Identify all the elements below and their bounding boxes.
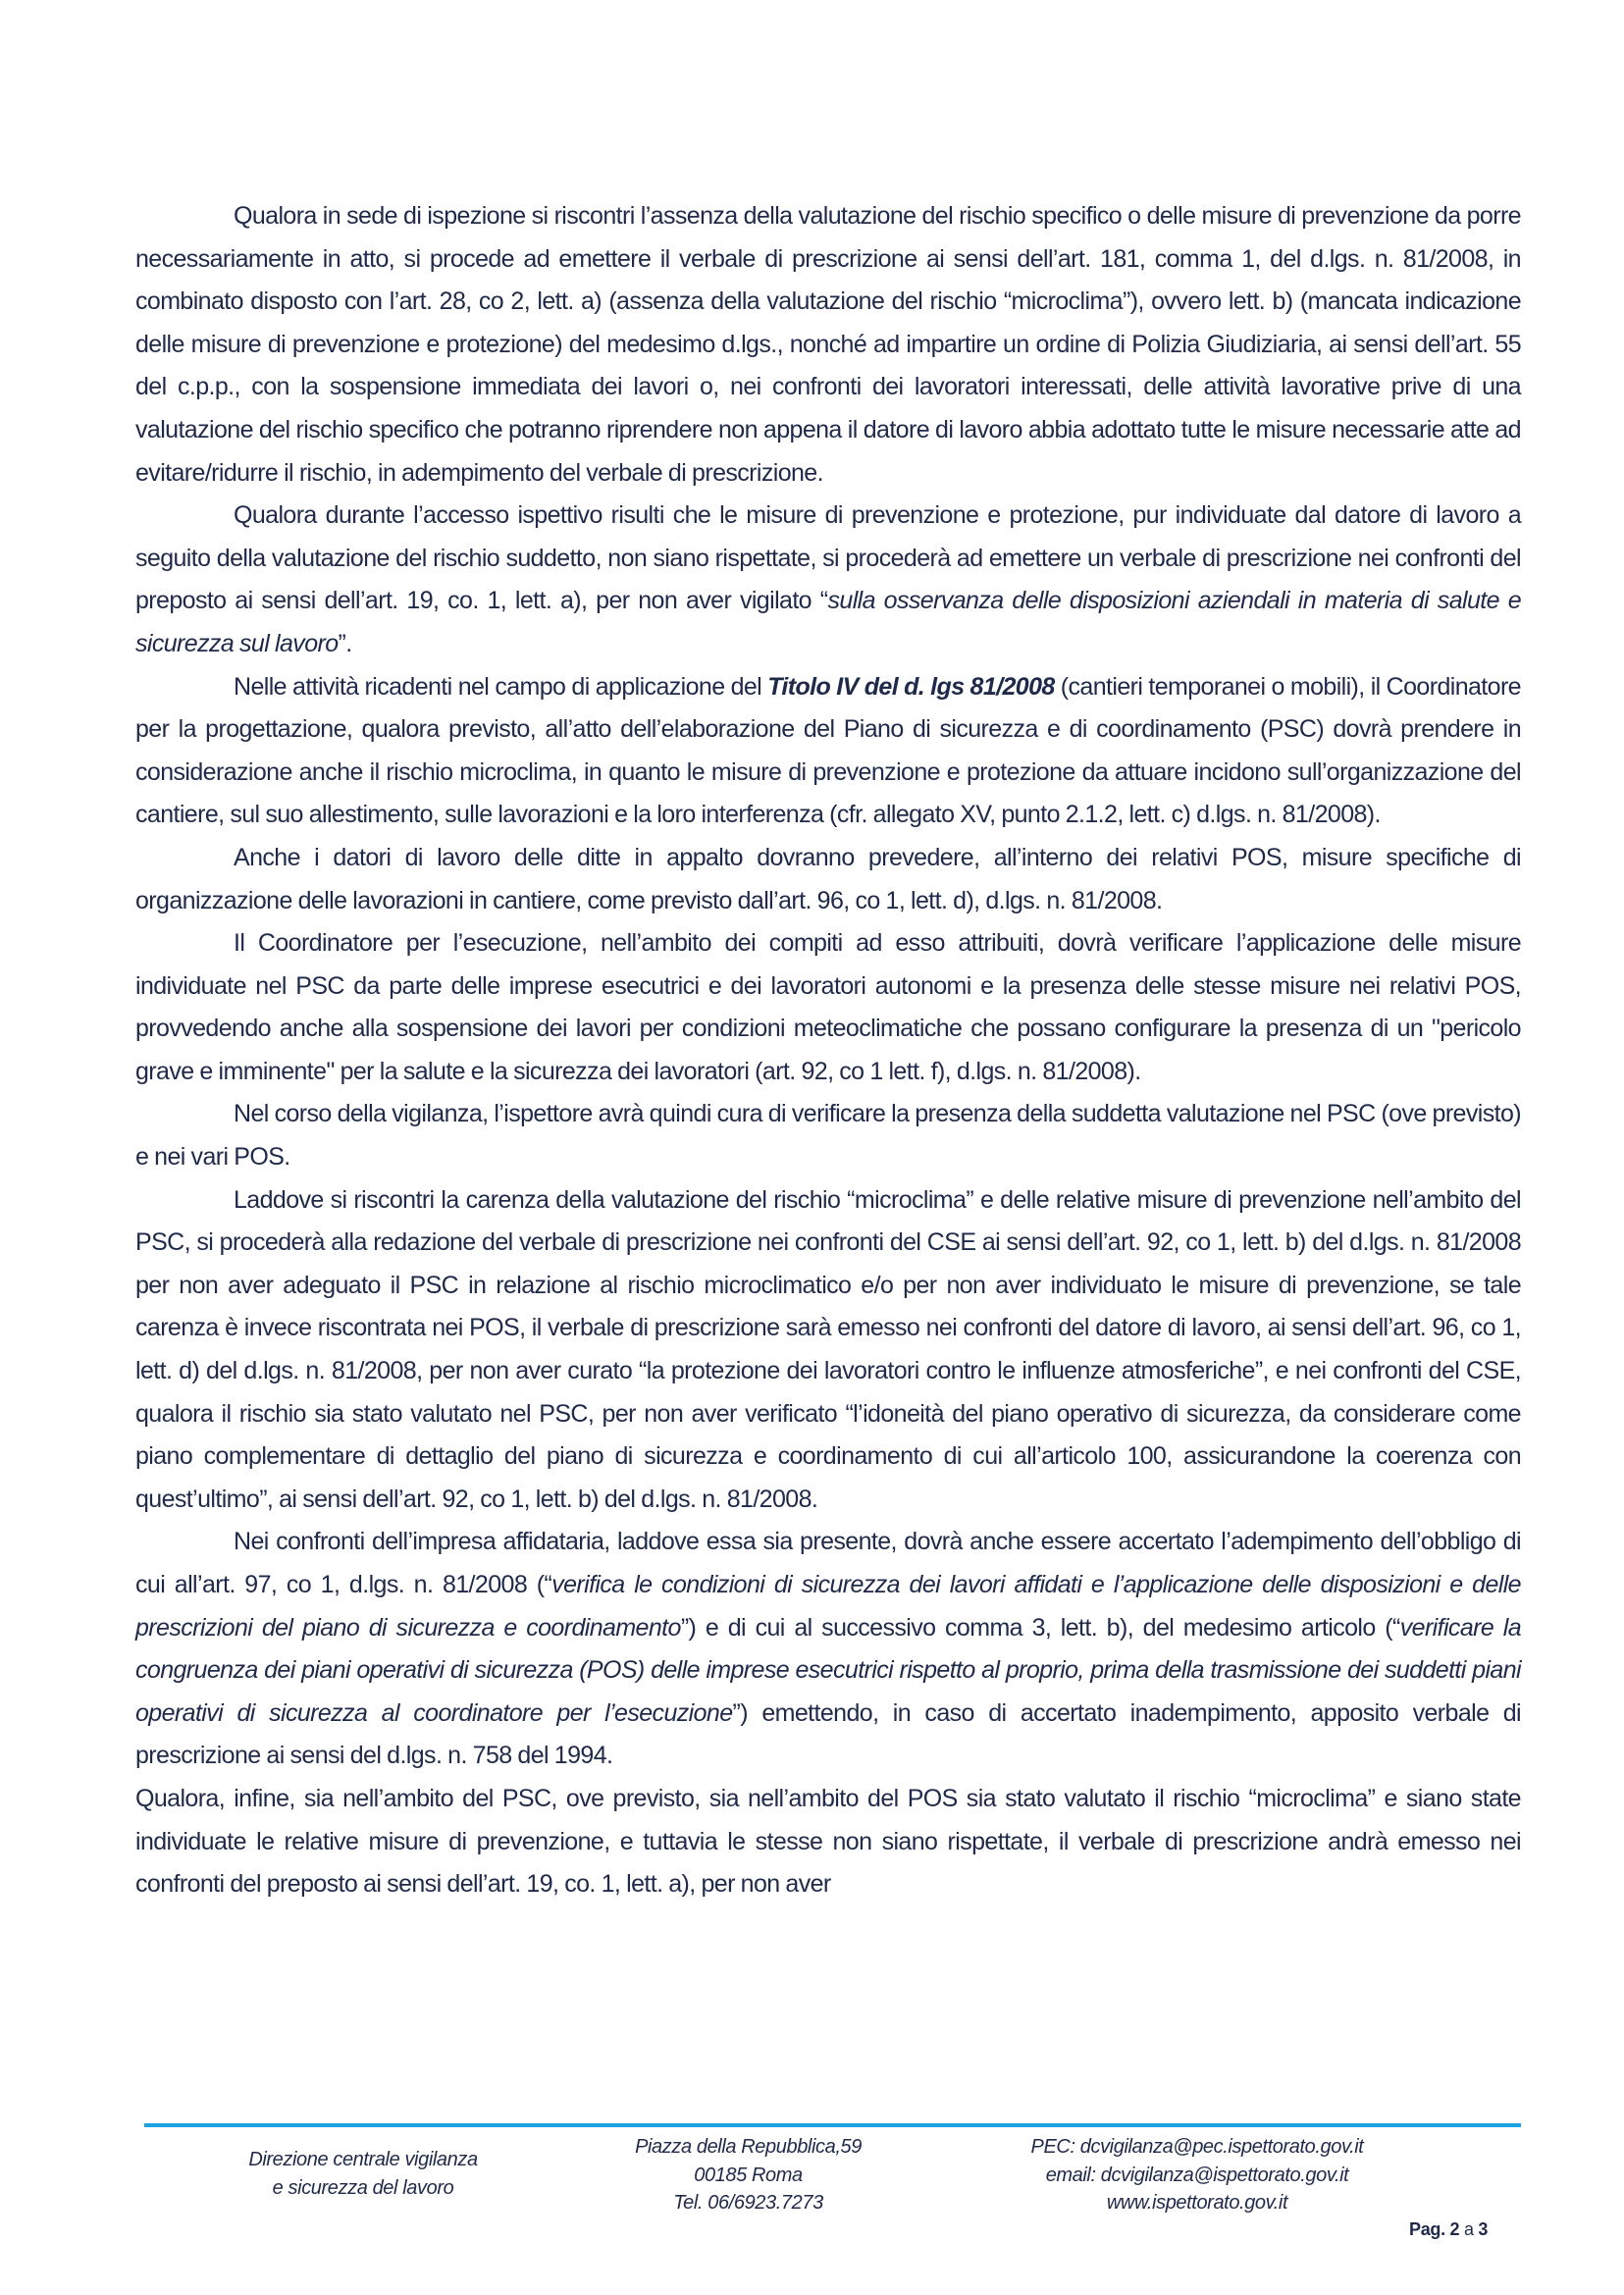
document-body bbox=[135, 195, 1521, 1906]
page-current: 2 bbox=[1449, 2219, 1460, 2239]
page-separator: a bbox=[1463, 2219, 1474, 2239]
text-segment: Nelle attività ricadenti nel campo di applicazione del bbox=[234, 672, 768, 701]
text-segment: sulla osservanza delle disposizioni aziendali in materia di salute e sicurezza sul lavoro bbox=[135, 587, 1521, 657]
paragraph bbox=[135, 922, 1521, 1093]
text-segment: ”. bbox=[338, 629, 352, 657]
page-number bbox=[1409, 2219, 1527, 2240]
paragraph bbox=[135, 1521, 1521, 1778]
paragraph bbox=[135, 1179, 1521, 1522]
footer-contacts bbox=[1001, 2133, 1393, 2217]
text-segment: Qualora, infine, sia nell’ambito del PSC, ove previsto, sia nell’ambito del POS sia stato valutato il rischio “microclima” e siano state individuate le relative misure di prevenzione, e tuttavia le stesse non siano rispettate, il verbale di prescrizione andrà emesso nei confronti del preposto ai sensi dell’art. 19, co. 1, lett. a), per non aver bbox=[135, 1784, 1521, 1899]
text-segment: Laddove si riscontri la carenza della valutazione del rischio “microclima” e delle relative misure di prevenzione nell’ambito del PSC, si procederà alla redazione del verbale di prescrizione nei confronti del CSE ai sensi dell’art. 92, co 1, lett. b) del d.lgs. n. 81/2008 per non aver adeguato il PSC in relazione al rischio microclimatico e/o per non aver individuato le misure di prevenzione, se tale carenza è invece riscontrata nei POS, il verbale di prescrizione sarà emesso nei confronti del datore di lavoro, ai sensi dell’art. 96, co 1, lett. d) del d.lgs. n. 81/2008, per non aver curato “la protezione dei lavoratori contro le influenze atmosferiche”, e nei confronti del CSE, qualora il rischio sia stato valutato nel PSC, per non aver verificato “l’idoneità del piano operativo di sicurezza, da considerare come piano complementare di dettaglio del piano di sicurezza e coordinamento di cui all’articolo 100, assicurandone la coerenza con quest’ultimo”, ai sensi dell’art. 92, co 1, lett. b) del d.lgs. n. 81/2008. bbox=[135, 1185, 1521, 1513]
footer-website-link[interactable]: www.ispettorato.gov.it bbox=[1106, 2192, 1288, 2214]
paragraph bbox=[135, 837, 1521, 922]
page-total: 3 bbox=[1478, 2219, 1489, 2239]
text-segment: (cantieri temporanei o mobili), il Coordinatore per la progettazione, qualora previsto, all’atto dell’elaborazione del Piano di sicurezza e di coordinamento (PSC) dovrà prendere in considerazione anche il rischio microclima, in quanto le misure di prevenzione e protezione da attuare incidono sull’organizzazione del cantiere, sul suo allestimento, sulle lavorazioni e la loro interferenza (cfr. allegato XV, punto 2.1.2, lett. c) d.lgs. n. 81/2008). bbox=[135, 672, 1521, 829]
footer-email[interactable]: email: dcvigilanza@ispettorato.gov.it bbox=[1045, 2164, 1349, 2186]
footer-address-city: 00185 Roma bbox=[694, 2164, 803, 2186]
text-segment: Nel corso della vigilanza, l’ispettore avrà quindi cura di verificare la presenza della suddetta valutazione nel PSC (ove previsto) e nei vari POS. bbox=[135, 1100, 1521, 1172]
text-segment: Qualora durante l’accesso ispettivo risulti che le misure di prevenzione e protezione, pur individuate dal datore di lavoro a seguito della valutazione del rischio suddetto, non siano rispettate, si procederà ad emettere un verbale di prescrizione nei confronti del preposto ai sensi dell’art. 19, co. 1, lett. a), per non aver vigilato “ bbox=[135, 501, 1521, 615]
footer-office-line: e sicurezza del lavoro bbox=[272, 2176, 454, 2199]
footer-divider bbox=[144, 2123, 1521, 2127]
page-prefix: Pag. bbox=[1409, 2219, 1445, 2239]
footer-address bbox=[589, 2133, 908, 2217]
footer-office-line: Direzione centrale vigilanza bbox=[248, 2149, 478, 2170]
text-segment: Nei confronti dell’impresa affidataria, laddove essa sia presente, dovrà anche essere accertato l’adempimento dell’obbligo di cui all’art. 97, co 1, d.lgs. n. 81/2008 (“ bbox=[135, 1528, 1521, 1598]
text-segment: ”) emettendo, in caso di accertato inadempimento, apposito verbale di prescrizione ai sensi del d.lgs. n. 758 del 1994. bbox=[135, 1698, 1522, 1770]
text-segment: ”) e di cui al successivo comma 3, lett. b), del medesimo articolo (“ bbox=[680, 1613, 1400, 1642]
footer-pec[interactable]: PEC: dcvigilanza@pec.ispettorato.gov.it bbox=[1030, 2136, 1364, 2158]
footer-address-street: Piazza della Repubblica,59 bbox=[635, 2136, 862, 2158]
paragraph bbox=[135, 195, 1521, 495]
text-segment: Titolo IV del d. lgs 81/2008 bbox=[767, 672, 1055, 701]
footer-address-phone: Tel. 06/6923.7273 bbox=[673, 2192, 823, 2214]
paragraph bbox=[135, 1778, 1521, 1906]
text-segment: verifica le condizioni di sicurezza dei lavori affidati e l’applicazione delle disposizioni e delle prescrizioni del piano di sicurezza e coordinamento bbox=[135, 1571, 1521, 1642]
text-segment: Qualora in sede di ispezione si riscontri l’assenza della valutazione del rischio specifico o delle misure di prevenzione da porre necessariamente in atto, si procede ad emettere il verbale di prescrizione ai sensi dell’art. 181, comma 1, del d.lgs. n. 81/2008, in combinato disposto con l’art. 28, co 2, lett. a) (assenza della valutazione del rischio “microclima”), ovvero lett. b) (mancata indicazione delle misure di prevenzione e protezione) del medesimo d.lgs., nonché ad impartire un ordine di Polizia Giudiziaria, ai sensi dell’art. 55 del c.p.p., con la sospensione immediata dei lavori o, nei confronti dei lavoratori interessati, delle attività lavorative prive di una valutazione del rischio specifico che potranno riprendere non appena il datore di lavoro abbia adottato tutte le misure necessarie atte ad evitare/ridurre il rischio, in adempimento del verbale di prescrizione. bbox=[135, 202, 1521, 487]
text-segment: verificare la congruenza dei piani operativi di sicurezza (POS) delle imprese esecutrici rispetto al proprio, prima della trasmissione dei suddetti piani operativi di sicurezza al coordinatore per l’esecuzione bbox=[135, 1613, 1521, 1727]
text-segment: Il Coordinatore per l’esecuzione, nell’ambito dei compiti ad esso attribuiti, dovrà verificare l’applicazione delle misure individuate nel PSC da parte delle imprese esecutrici e dei lavoratori autonomi e la presenza delle stesse misure nei relativi POS, provvedendo anche alla sospensione dei lavori per condizioni meteoclimatiche che possano configurare la presenza di un "pericolo grave e imminente" per la salute e la sicurezza dei lavoratori (art. 92, co 1 lett. f), d.lgs. n. 81/2008). bbox=[135, 929, 1521, 1085]
text-segment: Anche i datori di lavoro delle ditte in appalto dovranno prevedere, all’interno dei relativi POS, misure specifiche di organizzazione delle lavorazioni in cantiere, come previsto dall’art. 96, co 1, lett. d), d.lgs. n. 81/2008. bbox=[135, 843, 1521, 914]
footer-office bbox=[196, 2146, 530, 2202]
paragraph bbox=[135, 1093, 1521, 1178]
paragraph bbox=[135, 495, 1521, 665]
paragraph bbox=[135, 666, 1521, 837]
